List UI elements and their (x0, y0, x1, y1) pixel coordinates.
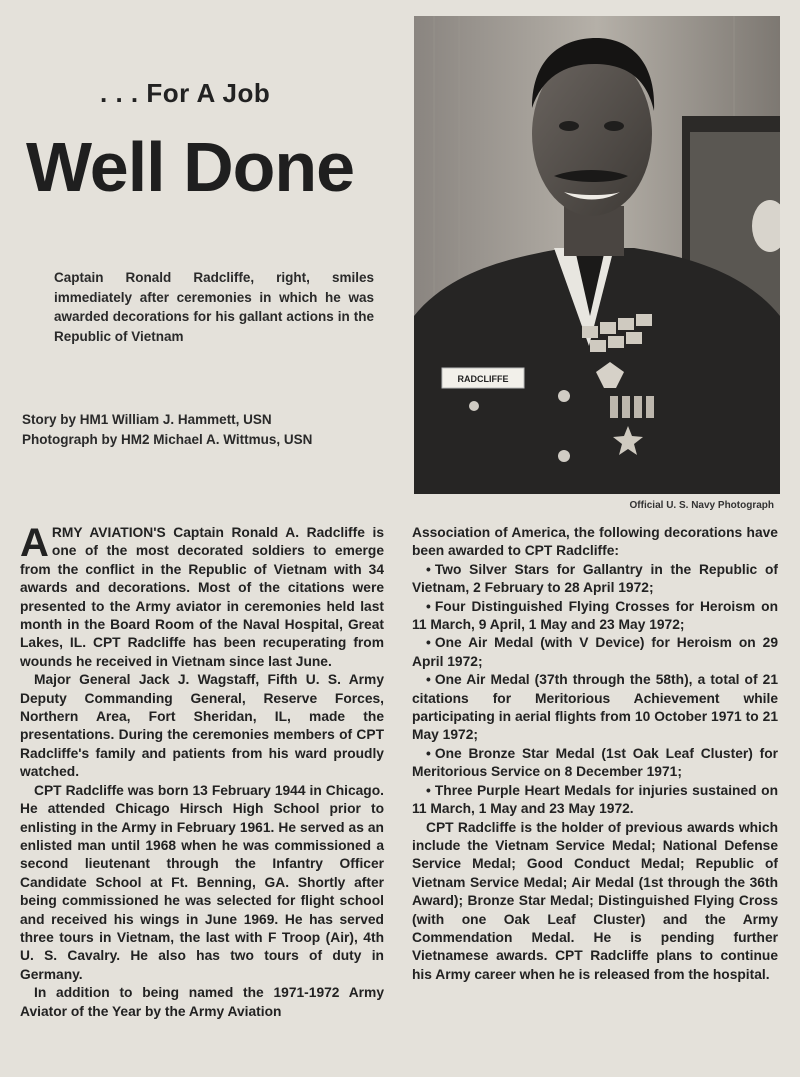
paragraph-4: In addition to being named the 1971-1972 Army Aviator of the Year by the Army Aviation (20, 985, 384, 1019)
paragraph-2: Major General Jack J. Wagstaff, Fifth U. S. Army Deputy Commanding General, Reserve Forces, Northern Area, Fort Sheridan, IL, made the presentations. During the ceremonies members of CPT Radcliffe's family and patients from his ward proudly watched. (20, 672, 384, 780)
story-credit: Story by HM1 William J. Hammett, USN (22, 412, 272, 427)
awards-intro: Association of America, the following decorations have been awarded to CPT Radcliffe: (412, 525, 778, 559)
photo-credit: Official U. S. Navy Photograph (629, 500, 774, 511)
article-column-right (412, 524, 778, 984)
bullet-icon: • (426, 745, 431, 761)
award-item: • One Air Medal (37th through the 58th), a total of 21 citations for Meritorious Achievement while participating in aerial flights from 10 October 1971 to 21 May 1972; (412, 672, 778, 743)
portrait-photo (414, 16, 780, 494)
photo-caption: Captain Ronald Radcliffe, right, smiles immediately after ceremonies in which he was awarded decorations for his gallant actions in the Republic of Vietnam (54, 270, 374, 344)
article-column-left (20, 521, 384, 1021)
award-item: • Two Silver Stars for Gallantry in the Republic of Vietnam, 2 February to 28 April 1972; (412, 561, 778, 596)
kicker: . . . For A Job (100, 78, 271, 108)
paragraph-3: CPT Radcliffe was born 13 February 1944 in Chicago. He attended Chicago Hirsch High School prior to enlisting in the Army in February 1961. He served as an enlisted man until 1968 when he was commissioned a second lieutenant through the Infantry Officer Candidate School at Ft. Benning, GA. Shortly after being commissioned he was selected for flight school and received his wings in June 1969. He has served three tours in Vietnam, the last with F Troop (Air), 4th U. S. Cavalry. He also has two tours of duty in Germany. (20, 782, 384, 982)
closing-paragraph: CPT Radcliffe is the holder of previous awards which include the Vietnam Service Medal; National Defense Service Medal; Good Conduct Medal; Republic of Vietnam Service Medal; Air Medal (1st through the 36th Award); Bronze Star Medal; Distinguished Flying Cross (with one Oak Leaf Cluster) and the Army Commendation Medal. He is pending further Vietnamese awards. CPT Radcliffe plans to continue his Army career when he is released from the hospital. (412, 819, 778, 982)
bullet-icon: • (426, 782, 431, 798)
bullet-icon: • (426, 561, 431, 577)
bullet-icon: • (426, 598, 431, 614)
headline: Well Done (26, 128, 355, 206)
portrait-illustration (414, 16, 780, 494)
photo-byline: Photograph by HM2 Michael A. Wittmus, USN (22, 432, 313, 447)
award-item: • Four Distinguished Flying Crosses for Heroism on 11 March, 9 April, 1 May and 23 May 1972; (412, 598, 778, 633)
drop-cap: A (20, 521, 49, 565)
bullet-icon: • (426, 672, 431, 688)
bullet-icon: • (426, 635, 431, 651)
credits (22, 410, 402, 450)
name-tag: RADCLIFFE (457, 374, 509, 384)
award-item: • One Air Medal (with V Device) for Heroism on 29 April 1972; (412, 635, 778, 669)
paragraph-1: ARMY AVIATION'S Captain Ronald A. Radcliffe is one of the most decorated soldiers to emerge from the conflict in the Republic of Vietnam with 34 awards and decorations. Most of the citations were presented to the Army aviator in ceremonies held last month in the Board Room of the Naval Hospital, Great Lakes, IL. CPT Radcliffe has been recuperating from wounds he received in Vietnam since last June. (20, 521, 384, 669)
award-item: • One Bronze Star Medal (1st Oak Leaf Cluster) for Meritorious Service on 8 December 1971; (412, 745, 778, 780)
award-item: • Three Purple Heart Medals for injuries sustained on 11 March, 1 May and 23 May 1972. (412, 782, 778, 817)
